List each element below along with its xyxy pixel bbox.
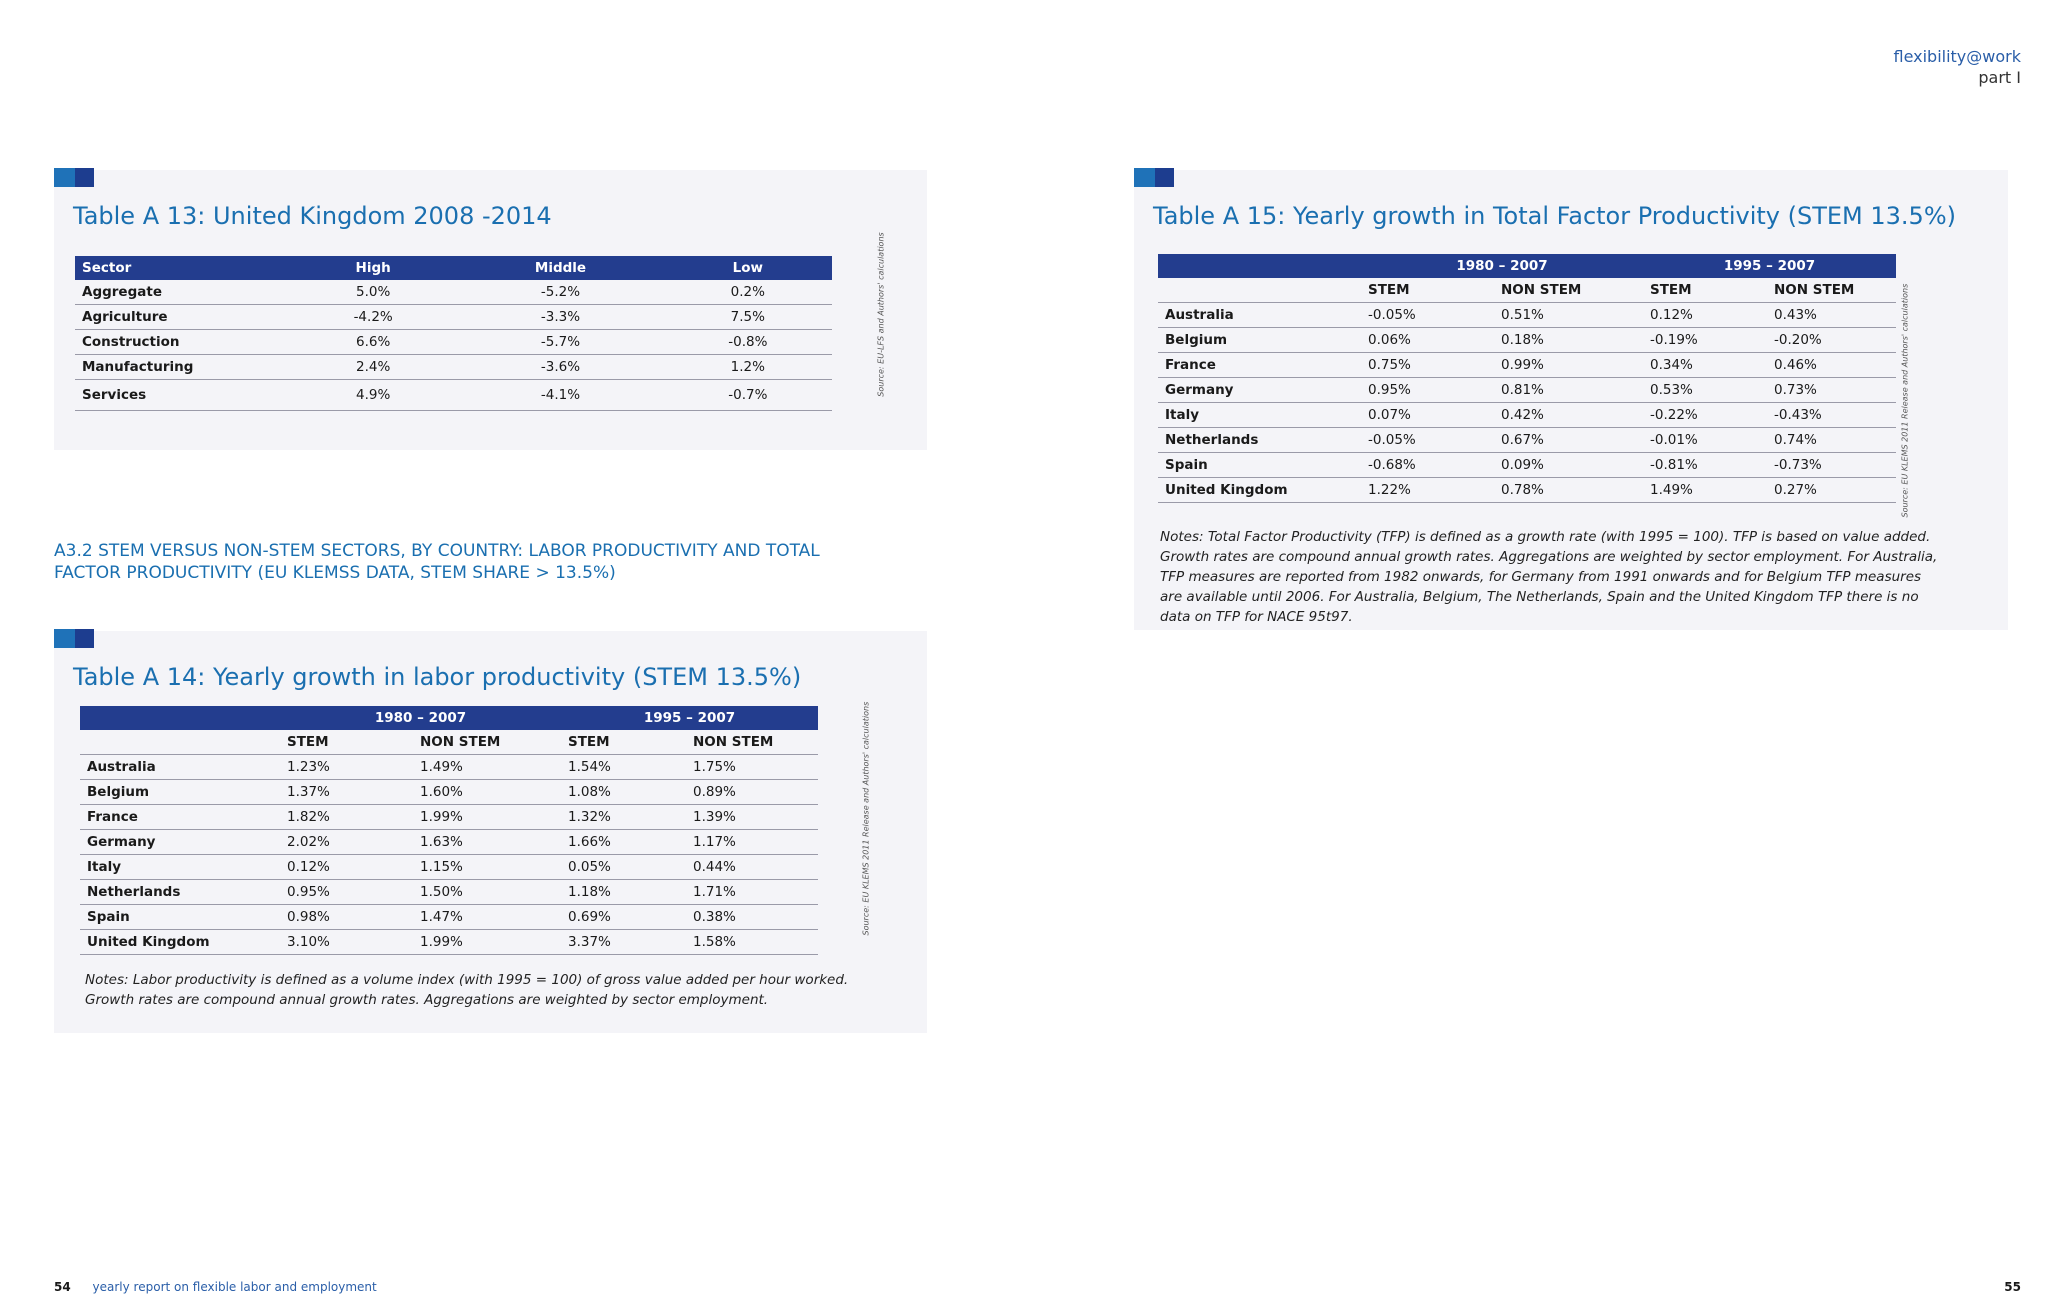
column-header: NON STEM <box>1767 278 1896 303</box>
cell: 1.22% <box>1361 478 1494 503</box>
cell: 0.81% <box>1494 378 1643 403</box>
cell: 1.32% <box>561 805 686 830</box>
cell: 1.50% <box>413 880 561 905</box>
period-header: 1980 – 2007 <box>1361 254 1643 278</box>
cell: -0.01% <box>1643 428 1767 453</box>
cell: 0.05% <box>561 855 686 880</box>
cell: 7.5% <box>664 305 832 330</box>
cell: -0.20% <box>1767 328 1896 353</box>
row-label: France <box>80 805 280 830</box>
cell: 0.95% <box>1361 378 1494 403</box>
table-row <box>80 780 818 805</box>
cell: -0.73% <box>1767 453 1896 478</box>
row-label: Aggregate <box>75 280 289 305</box>
cell: -5.2% <box>457 280 663 305</box>
cell: 0.38% <box>686 905 818 930</box>
table-header-row <box>80 706 818 730</box>
column-header: NON STEM <box>413 730 561 755</box>
period-header: 1995 – 2007 <box>561 706 818 730</box>
part-label: part I <box>1978 68 2021 87</box>
cell: 0.12% <box>1643 303 1767 328</box>
table-row <box>80 805 818 830</box>
subheader-row <box>80 730 818 755</box>
cell: 1.23% <box>280 755 413 780</box>
row-label: Agriculture <box>75 305 289 330</box>
row-label: Netherlands <box>1158 428 1361 453</box>
subheader-row <box>1158 278 1896 303</box>
cell: -0.05% <box>1361 428 1494 453</box>
cell: -0.7% <box>664 380 832 411</box>
cell: 0.46% <box>1767 353 1896 378</box>
column-header: High <box>289 256 457 280</box>
table-row <box>1158 453 1896 478</box>
cell: 0.74% <box>1767 428 1896 453</box>
table-row <box>80 905 818 930</box>
period-header: 1995 – 2007 <box>1643 254 1896 278</box>
table-a15-notes: Notes: Total Factor Productivity (TFP) is defined as a growth rate (with 1995 = 100). TFP is based on value added. Growth rates are compound annual growth rates. Aggregations are weighted by sector employment. For Australia, TFP measures are reported from 1982 onwards, for Germany from 1991 onwards and for Belgium TFP measures are available until 2006. For Australia, Belgium, The Netherlands, Spain and the United Kingdom TFP there is no data on TFP for NACE 95t97. <box>1160 529 1938 625</box>
cell: 1.63% <box>413 830 561 855</box>
cell: -0.43% <box>1767 403 1896 428</box>
cell: 2.02% <box>280 830 413 855</box>
footer-left <box>54 1280 377 1294</box>
table-a15 <box>1158 254 1896 503</box>
row-label: Italy <box>80 855 280 880</box>
period-header: 1980 – 2007 <box>280 706 561 730</box>
table-a14-source: Source: EU KLEMS 2011 Release and Authors' calculations <box>861 701 871 936</box>
row-label: Netherlands <box>80 880 280 905</box>
cell: -3.6% <box>457 355 663 380</box>
row-label: Italy <box>1158 403 1361 428</box>
table-row <box>80 830 818 855</box>
table-row <box>80 880 818 905</box>
table-a14 <box>80 706 818 955</box>
cell: 0.73% <box>1767 378 1896 403</box>
table-a13-source: Source: EU-LFS and Authors' calculations <box>876 232 886 397</box>
table-row <box>1158 428 1896 453</box>
panel-marker <box>54 629 94 648</box>
row-label: United Kingdom <box>80 930 280 955</box>
cell: 0.99% <box>1494 353 1643 378</box>
cell: 2.4% <box>289 355 457 380</box>
panel-marker <box>54 168 94 187</box>
column-header: STEM <box>1643 278 1767 303</box>
column-header: Low <box>664 256 832 280</box>
row-label: Belgium <box>80 780 280 805</box>
cell: 1.99% <box>413 930 561 955</box>
table-row <box>80 855 818 880</box>
brand-label: flexibility@work <box>1893 47 2021 66</box>
section-heading: A3.2 STEM VERSUS NON-STEM SECTORS, BY COUNTRY: LABOR PRODUCTIVITY AND TOTAL FACTOR PRODUCTIVITY (EU KLEMSS DATA, STEM SHARE > 13.5%) <box>54 541 820 583</box>
table-row <box>1158 328 1896 353</box>
column-header: STEM <box>280 730 413 755</box>
table-header-row <box>1158 254 1896 278</box>
row-label: Australia <box>1158 303 1361 328</box>
table-row <box>1158 378 1896 403</box>
cell: 0.69% <box>561 905 686 930</box>
table-a13-panel <box>54 170 927 450</box>
page-number-left: 54 <box>54 1280 71 1294</box>
cell: 0.78% <box>1494 478 1643 503</box>
cell: 0.07% <box>1361 403 1494 428</box>
table-a13-title: Table A 13: United Kingdom 2008 -2014 <box>73 202 552 230</box>
row-label: Germany <box>1158 378 1361 403</box>
cell: 1.2% <box>664 355 832 380</box>
table-a14-title: Table A 14: Yearly growth in labor productivity (STEM 13.5%) <box>73 663 802 691</box>
cell: 1.60% <box>413 780 561 805</box>
cell: 0.27% <box>1767 478 1896 503</box>
cell: 0.43% <box>1767 303 1896 328</box>
cell: 1.66% <box>561 830 686 855</box>
row-label: Services <box>75 380 289 411</box>
cell: 0.95% <box>280 880 413 905</box>
row-label: Spain <box>1158 453 1361 478</box>
cell: 1.08% <box>561 780 686 805</box>
row-label: United Kingdom <box>1158 478 1361 503</box>
table-a15-panel <box>1134 170 2008 630</box>
table-row <box>75 380 832 411</box>
row-label: Germany <box>80 830 280 855</box>
row-label: Spain <box>80 905 280 930</box>
cell: -0.68% <box>1361 453 1494 478</box>
row-label: Manufacturing <box>75 355 289 380</box>
cell: -0.05% <box>1361 303 1494 328</box>
table-row <box>80 930 818 955</box>
cell: 1.71% <box>686 880 818 905</box>
cell: 0.09% <box>1494 453 1643 478</box>
cell: -4.2% <box>289 305 457 330</box>
cell: 0.2% <box>664 280 832 305</box>
cell: 0.06% <box>1361 328 1494 353</box>
table-a13 <box>75 256 832 411</box>
cell: 1.39% <box>686 805 818 830</box>
table-a14-panel <box>54 631 927 1033</box>
footer-title: yearly report on flexible labor and employment <box>92 1280 377 1294</box>
cell: 1.82% <box>280 805 413 830</box>
table-a14-notes: Notes: Labor productivity is defined as a volume index (with 1995 = 100) of gross value added per hour worked. Growth rates are compound annual growth rates. Aggregations are weighted by sector employment. <box>85 972 849 1008</box>
cell: 1.18% <box>561 880 686 905</box>
column-header: NON STEM <box>1494 278 1643 303</box>
table-row <box>1158 353 1896 378</box>
table-row <box>1158 478 1896 503</box>
column-header: STEM <box>1361 278 1494 303</box>
column-header: STEM <box>561 730 686 755</box>
cell: 0.18% <box>1494 328 1643 353</box>
cell: -0.19% <box>1643 328 1767 353</box>
table-row <box>1158 303 1896 328</box>
cell: -5.7% <box>457 330 663 355</box>
cell: 5.0% <box>289 280 457 305</box>
row-label: Construction <box>75 330 289 355</box>
cell: 1.47% <box>413 905 561 930</box>
cell: 1.37% <box>280 780 413 805</box>
table-a15-source: Source: EU KLEMS 2011 Release and Authors' calculations <box>1900 283 1910 518</box>
column-header: NON STEM <box>686 730 818 755</box>
column-header: Sector <box>75 256 289 280</box>
cell: 0.34% <box>1643 353 1767 378</box>
cell: 0.44% <box>686 855 818 880</box>
cell: 3.10% <box>280 930 413 955</box>
table-row <box>80 755 818 780</box>
cell: 1.99% <box>413 805 561 830</box>
cell: -3.3% <box>457 305 663 330</box>
cell: 0.75% <box>1361 353 1494 378</box>
table-header-row <box>75 256 832 280</box>
table-row <box>1158 403 1896 428</box>
row-label: France <box>1158 353 1361 378</box>
row-label: Belgium <box>1158 328 1361 353</box>
cell: 4.9% <box>289 380 457 411</box>
cell: 0.67% <box>1494 428 1643 453</box>
cell: 1.15% <box>413 855 561 880</box>
cell: 0.51% <box>1494 303 1643 328</box>
table-row <box>75 305 832 330</box>
page-number-right: 55 <box>2004 1280 2021 1294</box>
cell: 0.98% <box>280 905 413 930</box>
cell: 1.54% <box>561 755 686 780</box>
cell: 0.53% <box>1643 378 1767 403</box>
cell: 1.49% <box>413 755 561 780</box>
cell: 0.42% <box>1494 403 1643 428</box>
cell: 6.6% <box>289 330 457 355</box>
table-a15-title: Table A 15: Yearly growth in Total Factor Productivity (STEM 13.5%) <box>1153 202 1956 230</box>
table-row <box>75 280 832 305</box>
cell: 1.58% <box>686 930 818 955</box>
cell: 1.17% <box>686 830 818 855</box>
cell: 1.49% <box>1643 478 1767 503</box>
cell: -4.1% <box>457 380 663 411</box>
table-row <box>75 355 832 380</box>
panel-marker <box>1134 168 1174 187</box>
cell: -0.22% <box>1643 403 1767 428</box>
cell: 0.89% <box>686 780 818 805</box>
cell: -0.81% <box>1643 453 1767 478</box>
cell: 1.75% <box>686 755 818 780</box>
cell: 3.37% <box>561 930 686 955</box>
column-header: Middle <box>457 256 663 280</box>
cell: 0.12% <box>280 855 413 880</box>
table-row <box>75 330 832 355</box>
cell: -0.8% <box>664 330 832 355</box>
row-label: Australia <box>80 755 280 780</box>
running-header <box>1893 46 2021 88</box>
